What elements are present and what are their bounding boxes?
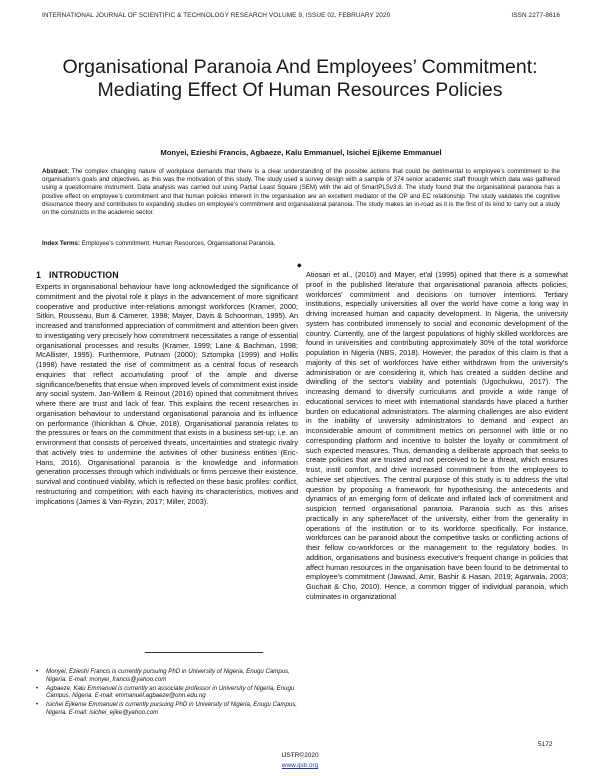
- index-terms-text: Employee’s commitment, Human Resources, Organisational Paranoia.: [81, 240, 276, 247]
- introduction-paragraph-right: Atiosari et al., (2010) and Mayer, et'al (1995) opined that there is a somewhat proof in the published literature that organisational paranoia affects policies, workforces' commitment and decisions on turnover intentions. Tertiary institutions, especially universities all over the world have come a long way in driving increased human and capacity development. In Nigeria, the university system has contributed immensely to social and economic development of the country. Currently, one of the largest populations of highly skilled workforces are found in universities and contributing approximately 30% of the total workforce population in Nigeria (NBS, 2018). However, the paradox of this claim is that a majority of this set of workforces have either withdrawn from the university's administration or are considering it, which has created a sudden decline and dwindling of the sector's viability and potentials (Ugochukwu, 2017). The increasing demand to diversify curriculums and provide a wide range of educational services to meet with international standards have placed a further burden on educational administrators. The alarming challenges are also evident in the inability of university administrators to demand and expect an inconsiderable amount of commitment metrics on personnel with little or no corresponding platform and incentive to bolster the loyalty or commitment of such expected measures. Thus, demanding a deliberate approach that seeks to create policies that are trusted and not perceived to be a threat, which ensures trust, instil comfort, and drive increased commitment from the employees to achieve set objectives. The central purpose of this study is to address the vital question by proposing a framework for hypothesising the antecedents and dynamics of an emerging form of delicate and inflated lack of commitment and suspicion termed organisational paranoia. Paranoia such as this arises practically in any sphere/facet of the university, either from the generality in operations of the institution or to its workforce specifically. For instance, workforces can be paranoid about the competitive tasks or conflicting actions of their fellow co-workforces or the management to the regulatory bodies. In addition, organisations and business executive's frequent change in policies that affect human resources in the organisation have been found to be detrimental to employee's commitment (Jawaad, Amir, Bashir & Hasan, 2019; Agarwala, 2003; Guchait & Cho, 2010). Hence, a common trigger of individual paranoia, which culminates in organizational: [306, 270, 568, 601]
- running-header: [42, 12, 560, 24]
- copyright-footer: IJSTR©2020: [281, 752, 319, 759]
- index-terms-label: Index Terms:: [42, 240, 81, 247]
- author-list: Monyei, Ezieshi Francis, Agbaeze, Kalu Emmanuel, Isichei Ejikeme Emmanuel: [160, 148, 442, 157]
- abstract-text: The complex changing nature of workplace demands that there is a clear understanding of the possible actions that could be detrimental to employee’s commitment to the organisation’s goals and objectives, as this was the motivation of this study. The study used a survey design with a sample of 374 senior academic staff through which data was gathered using a questionnaire instrument. Data analysis was carried out using Partial Least Square (SEM) with the aid of SmartPLSv3.8. The study found that the organisational paranoia has a positive effect on employee’s commitment and that human policies inherent in the organisation are an excellent mediator of the OP and EC relationship. The study validates the cognitive dissonance theory and contributes to expanding studies on employee’s commitment and organisational paranoia. The study makes an in-road as it is the first of its kind to carry out a study on the constructs in the academic sector.: [42, 168, 560, 217]
- footnote-item: • Agbaeze, Kalu Emmanuel is currently an associate professor in University of Nigeria, Enugu Campus, Nigeria. E-mail: emmanuel.agbaeze@unn.edu.ng: [36, 685, 298, 700]
- page-number: 5172: [538, 741, 553, 748]
- introduction-paragraph-left: Experts in organisational behaviour have long acknowledged the significance of commitment and the pivotal role it plays in the advancement of more significant cooperative and productive inter-relations amongst workforces (Kramer, 2000; Sitkin, Rousseau, Burt & Camerer, 1998; Mayer, Davis & Schoorman, 1995). An increased and transformed appreciation of commitment and attention been given to investigating very precisely how commitment necessitates a range of essential organisational processes and results (Kramer, 1999; Lane & Bachman, 1998; McAllister, 1995). Furthermore, Putnam (2000); Sztompka (1999) and Hollis (1998) have restated the rise of commitment as a central focus of research enquiries that reflect accumulating proof of the ample and diverse significance/benefits that ensue when improved levels of commitment exist inside any social system. Jan-Willem & Reinout (2016) opined that commitment thrives where there are trust and lack of fear. This explains the recent researches in organisation behaviour to understand organisational paranoia and its influence on performance (Ihionkhan & Ohue, 2018). Organisational paranoia relates to the pressures or fears on the commitment that exists in a business set-up; i.e. an environment that consists of perceived threats, uncertainties and strategic rivalry that actively tries to undermine the activities of other business entities (Eric-Hans, 2016). Organisational paranoia is the knowledge and information generation processes through which individuals or firms perceive their existence, survival and continued viability, which is reflected on these basic profiles: conflict, restructuring and competition; with each having its characteristics, motives and implications (James & Van-Ryzin, 2017; Miller, 2003).: [36, 282, 299, 506]
- footnote-item: • Monyei, Ezieshi Francis is currently pursuing PhD in University of Nigeria, Enugu Campus, Nigeria. E-mail: monyei_francis@yahoo.com: [36, 668, 298, 683]
- section-heading-introduction: 1 INTRODUCTION: [36, 270, 119, 280]
- journal-name: INTERNATIONAL JOURNAL OF SCIENTIFIC & TECHNOLOGY RESEARCH VOLUME 9, ISSUE 02, FEBRUARY 2020: [42, 12, 391, 19]
- paper-title: Organisational Paranoia And Employees’ Commitment: Mediating Effect Of Human Resources Policies: [62, 56, 538, 101]
- abstract: [42, 168, 560, 217]
- author-footnotes: [36, 668, 298, 718]
- abstract-label: Abstract:: [42, 168, 70, 175]
- journal-url-link[interactable]: www.ijstr.org: [281, 762, 319, 769]
- index-terms: [42, 240, 560, 248]
- issn: ISSN 2277-8616: [511, 12, 560, 19]
- diamond-bullet-icon: ◆: [297, 263, 302, 269]
- footnote-item: • Isichei Ejikeme Emmanuel is currently pursuing PhD in University of Nigeria, Enugu Campus, Nigeria. E-mail: isichei_ejike@yahoo.com: [36, 701, 298, 716]
- footnote-divider: [145, 652, 263, 653]
